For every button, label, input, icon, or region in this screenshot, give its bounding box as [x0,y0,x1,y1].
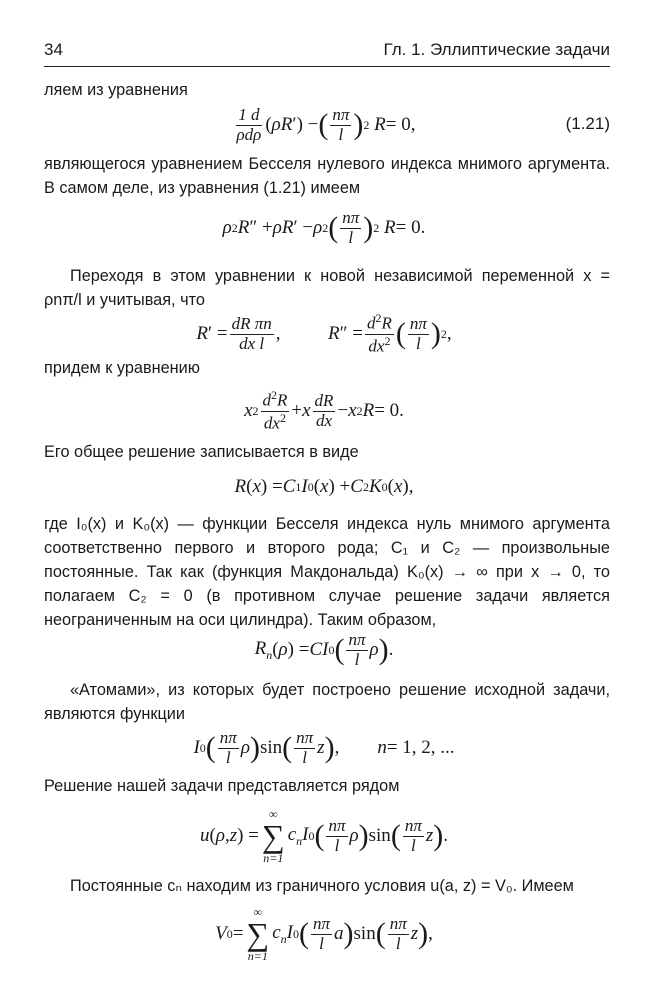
equation-x: x 2 $\frac{d^2R}{dx^2}$ + x $\frac{dR}{dx}$ − x 2 R = 0. [244,388,404,433]
paragraph-4: придем к уравнению [44,359,200,377]
page-number: 34 [44,40,63,59]
paragraph-2: являющегося уравнением Бесселя нулевого индекса мнимого аргумента. В самом деле, из уравнения (1.21) имеем [44,155,610,197]
equation-series: u ( ρ , z ) = ∞ ∑ n=1 $c_nI$ 0 ( $\frac{n\pi}{l}$ ρ ) sin ( $\frac{n\pi}{l}$ z ) . [199,807,448,865]
paragraph-8: Решение нашей задачи представляется рядом [44,777,400,795]
paragraph-7: «Атомами», из которых будет построено решение исходной задачи, являются функции [44,681,610,723]
paragraph-9: Постоянные cₙ находим из граничного условия u(a, z) = V₀. Имеем [70,877,574,895]
paragraph-3: Переходя в этом уравнении к новой независимой переменной x = ρnπ/l и учитывая, что [44,267,610,309]
chapter-title: Гл. 1. Эллиптические задачи [383,40,610,59]
paragraph-6: где I₀(x) и K₀(x) — функции Бесселя индекса нуль мнимого аргумента соответственно первого и второго рода; C₁ и C₂ — произвольные постоянные. Так как (функция Макдональда) K₀(x) → ∞ при x → 0, то полагаем C₂ = 0 (в противном случае решение задачи является неограниченным на оси цилиндра). Таким образом, [44,515,610,629]
equation-number: (1.21) [565,114,610,133]
equation-general-solution: R ( x ) = C 1 I 0 ( x ) + C 2 K 0 ( x ), [234,476,414,497]
equation-rn: $R_n$ ( ρ ) = CI 0 ( $\frac{n\pi}{l}$ ρ ) . [254,629,394,669]
equation-atoms: I 0 ( $\frac{n\pi}{l}$ ρ ) sin ( $\frac{n\pi}{l}$ z ) , n = 1, 2, ... [193,727,455,767]
equation-bessel: ρ 2 R ″ + ρR ′ − ρ 2 ( $\frac{n\pi}{l}$ ) 2 R = 0. [222,207,426,247]
paragraph-5: Его общее решение записывается в виде [44,443,359,461]
running-header [44,40,610,67]
equation-derivatives: R ′ = $\frac{\text{dR πn}}{\text{dx l}}$ , R ″ = $\frac{d^2R}{dx^2}$ ( $\frac{n\pi}{l}$ ) 2 , [196,311,452,356]
equation-boundary: V 0 = ∞ ∑ n=1 $c_nI$ 0 ( $\frac{n\pi}{l}$ a ) sin ( $\frac{n\pi}{l}$ z ) , [215,905,433,963]
equation-1-21: $\frac{1 d}{\text{ρdρ}}$ ( ρR ′) − ( $\frac{n\pi}{l}$ ) 2 R = 0, [236,104,416,144]
paragraph-1: ляем из уравнения [44,81,188,99]
